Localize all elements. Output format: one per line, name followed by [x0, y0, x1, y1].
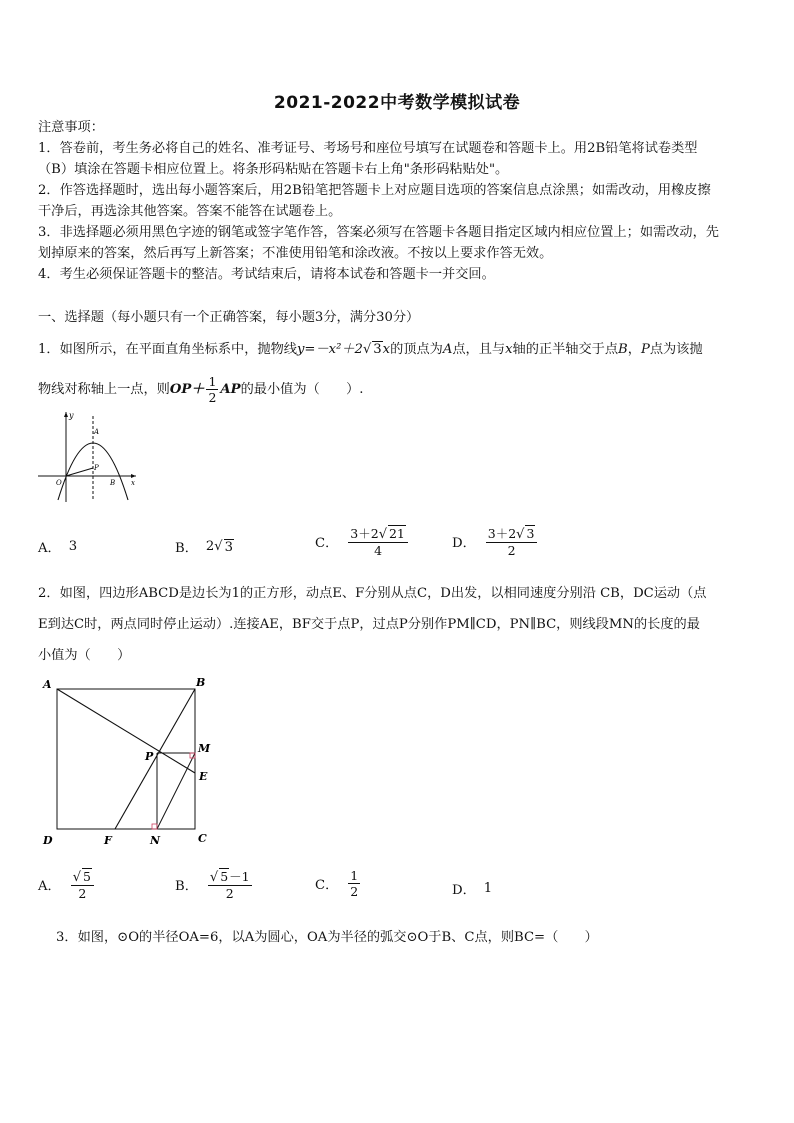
label-b: B [196, 676, 206, 689]
q1-option-d[interactable]: D． $\frac{3+2√ 3}{2}$ [452, 525, 539, 558]
notice-line: 干净后，再选涂其他答案。答案不能答在试题卷上。 [38, 204, 342, 219]
notice-line: 4．考生必须保证答题卡的整洁。考试结束后，请将本试卷和答题卡一并交回。 [38, 267, 495, 282]
q2-option-b[interactable]: B． $\frac{√ 5-1}{2}$ [175, 869, 250, 901]
page-title: 2021-2022中考数学模拟试卷 [273, 93, 521, 113]
question-2-line-2: E到达C时，两点同时停止运动）.连接AE，BF交于点P，过点P分别作PM∥CD，PN∥BC，则线段MN的长度的最 [38, 617, 700, 632]
question-1-line-1: 1．如图所示，在平面直角坐标系中，抛物线y=－x²＋2√ 3x的顶点为A点，且与x轴的正半轴交于点B，P点为该抛 [38, 342, 703, 357]
label-n: N [150, 834, 161, 847]
notice-line: 2．作答选择题时，选出每小题答案后，用2B铅笔把答题卡上对应题目选项的答案信息点涂黑；如需改动，用橡皮擦 [38, 183, 711, 198]
label-c: C [198, 832, 207, 845]
q2-option-d[interactable]: D． 1 [452, 881, 493, 898]
label-p: P [94, 464, 99, 472]
label-p: P [145, 750, 154, 763]
notice-line: （B）填涂在答题卡相应位置上。将条形码粘贴在答题卡右上角"条形码粘贴处"。 [38, 162, 509, 177]
notice-line: 1．答卷前，考生务必将自己的姓名、准考证号、考场号和座位号填写在试题卷和答题卡上。用2B铅笔将试卷类型 [38, 141, 698, 156]
label-a: A [94, 428, 100, 436]
question-3: 3．如图，⊙O的半径OA=6，以A为圆心，OA为半径的弧交⊙O于B、C点，则BC=（ ） [56, 930, 598, 945]
label-d: D [43, 834, 53, 847]
label-y: y [69, 411, 74, 420]
label-e: E [199, 770, 208, 783]
label-x: x [131, 479, 135, 487]
q1-option-c[interactable]: C． $\frac{3+2√ 21}{4}$ [315, 525, 410, 558]
question-1-line-2: 物线对称轴上一点，则OP＋ $\frac{1}{2}$ AP的最小值为（ ）. [38, 374, 364, 405]
q1-option-b[interactable]: B． 2 √ 3 [175, 539, 233, 556]
notice-heading: 注意事项： [38, 120, 104, 135]
label-b: B [110, 479, 116, 487]
q1-option-a[interactable]: A． 3 [38, 539, 78, 556]
label-f: F [104, 834, 112, 847]
label-o: O [56, 479, 62, 487]
question-2-line-1: 2．如图，四边形ABCD是边长为1的正方形，动点E、F分别从点C，D出发，以相同速度分别沿 CB，DC运动（点 [38, 586, 707, 601]
section-heading: 一、选择题（每小题只有一个正确答案，每小题3分，满分30分） [38, 310, 420, 325]
label-a: A [43, 678, 52, 691]
label-m: M [198, 742, 211, 755]
square-figure [38, 674, 218, 850]
notice-line: 划掉原来的答案，然后再写上新答案；不准使用铅笔和涂改液。不按以上要求作答无效。 [38, 246, 553, 261]
question-2-line-3: 小值为（ ） [38, 648, 131, 663]
q2-option-c[interactable]: C． $\frac{1}{2}$ [315, 868, 359, 899]
parabola-figure [36, 408, 140, 504]
notice-line: 3．非选择题必须用黑色字迹的钢笔或签字笔作答，答案必须写在答题卡各题目指定区域内相应位置上；如需改动，先 [38, 225, 719, 240]
fraction-half: $\frac{1}{2}$ [208, 374, 217, 405]
q2-option-a[interactable]: A． $\frac{√ 5}{2}$ [38, 868, 96, 901]
